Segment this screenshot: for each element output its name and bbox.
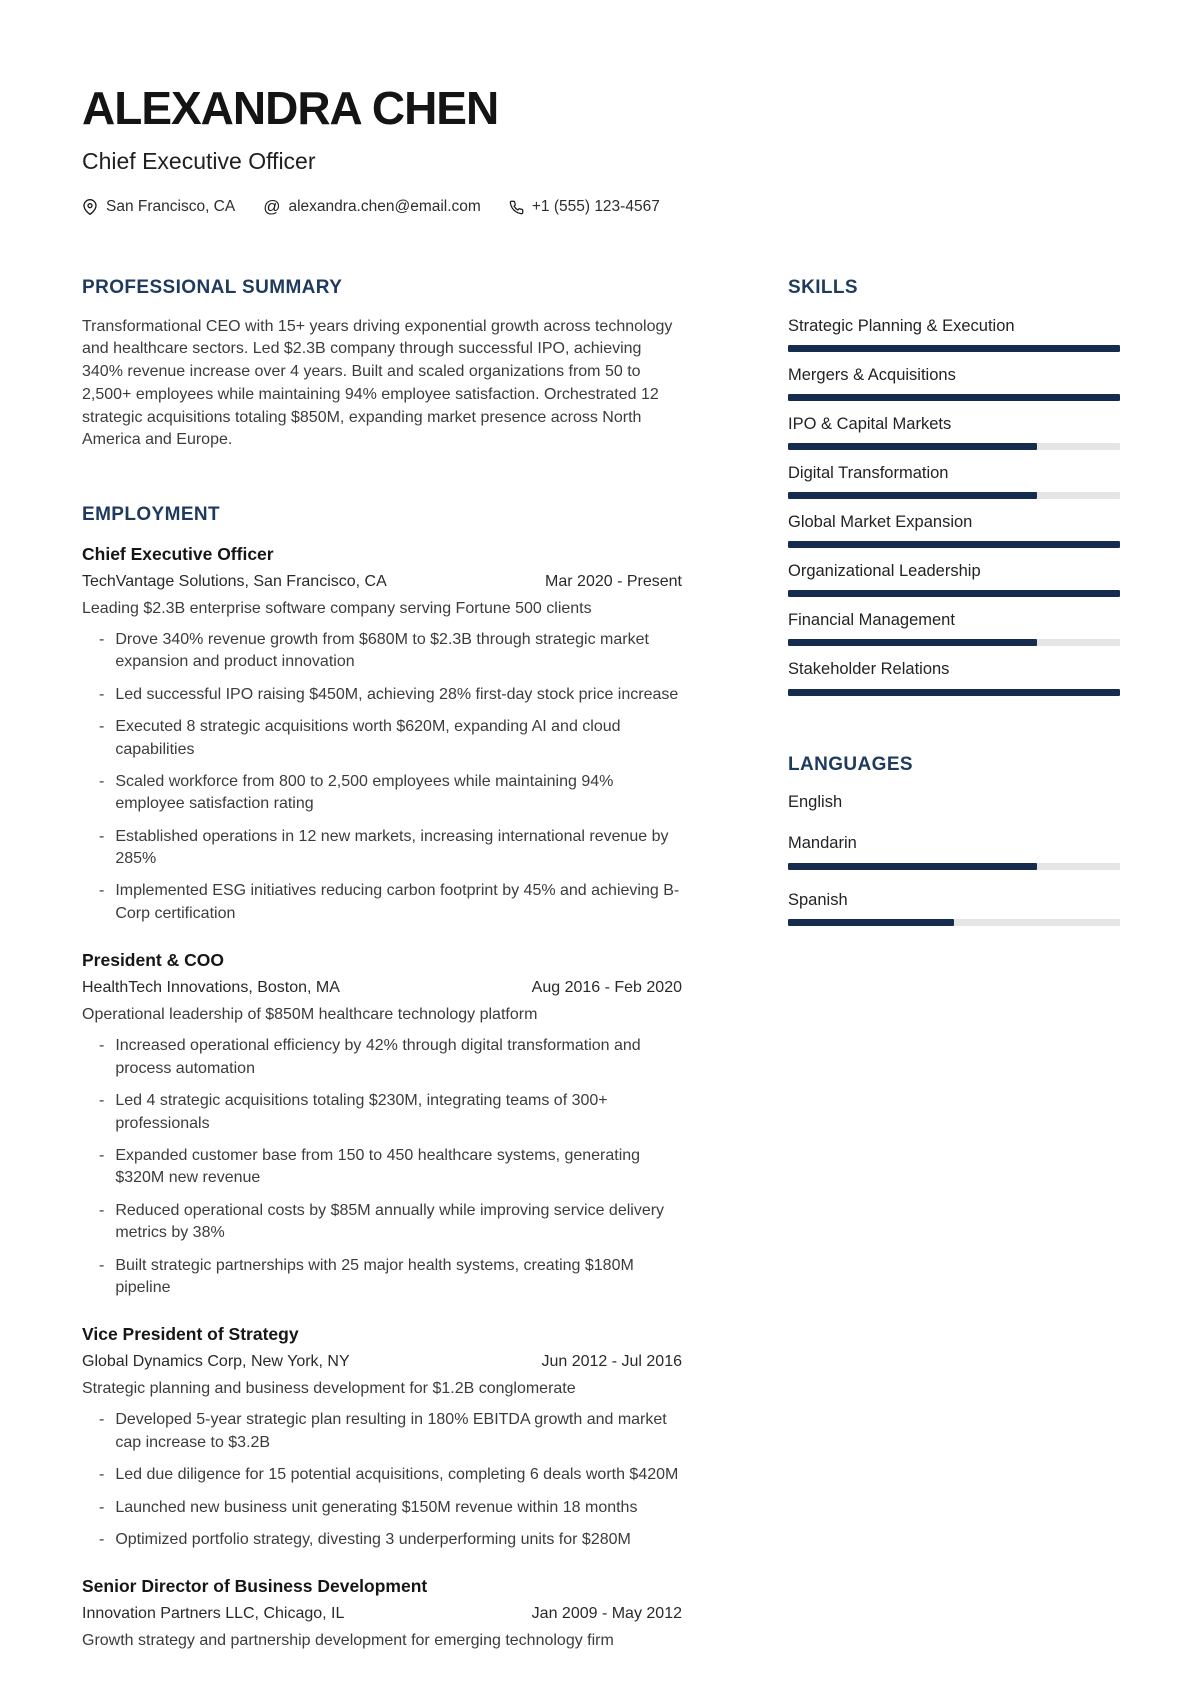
job-title: Chief Executive Officer [82,543,274,564]
bullet-text: Expanded customer base from 150 to 450 healthcare systems, generating $320M new revenue [115,1146,641,1187]
bullet-text: Led due diligence for 15 potential acquisitions, completing 6 deals worth $420M [115,1466,679,1484]
bullet-dash-marker: - [99,1530,105,1548]
skill-bar-track [788,345,1120,352]
contact-item [263,198,481,217]
skill-bar-track [788,541,1120,548]
job-bullet [82,826,682,871]
skill-item [788,659,1120,695]
job-company-row [82,573,682,591]
job-bullet [82,1464,682,1486]
language-bar-fill [788,863,1037,870]
language-bar-track [788,919,1120,926]
bullet-text: Led 4 strategic acquisitions totaling $230M, integrating teams of 300+ professionals [115,1092,608,1132]
skill-bar-track [788,443,1120,450]
bullet-dash-marker: - [99,1256,105,1274]
job-title: Senior Director of Business Development [82,1576,428,1597]
language-item [788,792,1120,813]
job-entry [82,1323,682,1551]
job-bullet [82,629,682,674]
job-company-row [82,979,682,997]
job-company: TechVantage Solutions, San Francisco, CA [82,572,387,590]
job-description: Growth strategy and partnership development for emerging technology firm [82,1632,614,1650]
skill-item [788,610,1120,646]
job-entry [82,1575,682,1652]
skill-item [788,561,1120,597]
skill-label: Stakeholder Relations [788,660,950,679]
skill-label: Mergers & Acquisitions [788,365,956,384]
summary-text: Transformational CEO with 15+ years driving exponential growth across technology and healthcare sectors. Led $2.3B company through successful IPO, achieving 340% revenue increase over 4 years. Built and scaled organizations from 50 to 2,500+ employees while maintaining 94% employee satisfaction. Orchestrated 12 strategic acquisitions totaling $850M, expanding market presence across North America and Europe. [82,317,673,449]
jobs-container [82,543,682,1653]
job-bullet [82,1200,682,1245]
bullet-dash-marker: - [99,630,105,648]
skill-label: Digital Transformation [788,464,949,483]
person-name: ALEXANDRA CHEN [82,82,499,134]
bullet-text: Established operations in 12 new markets, increasing international revenue by 285% [115,827,669,868]
skill-item [788,316,1120,352]
skill-item [788,463,1120,499]
job-description: Leading $2.3B enterprise software company serving Fortune 500 clients [82,599,592,617]
job-entry [82,543,682,925]
skill-bar-fill [788,345,1120,352]
at-sign-icon: @ [263,196,281,216]
employment-heading: EMPLOYMENT [82,504,221,525]
resume-body [82,277,1120,1653]
bullet-text: Launched new business unit generating $150M revenue within 18 months [115,1498,638,1516]
bullet-dash-marker: - [99,1201,105,1219]
bullet-dash-marker: - [99,1466,105,1484]
job-bullet [82,1497,682,1519]
job-dates: Jan 2009 - May 2012 [531,1605,682,1623]
job-dates: Jun 2012 - Jul 2016 [541,1353,682,1371]
job-description: Strategic planning and business development for $1.2B conglomerate [82,1380,576,1398]
job-bullet [82,1090,682,1135]
bullet-dash-marker: - [99,1037,105,1055]
location-pin-icon [82,199,98,215]
bullet-dash-marker: - [99,1092,105,1110]
job-title: President & COO [82,950,224,971]
bullet-text: Implemented ESG initiatives reducing carbon footprint by 45% and achieving B-Corp certification [115,882,680,922]
job-company: Global Dynamics Corp, New York, NY [82,1353,350,1371]
language-item [788,833,1120,869]
skill-bar-fill [788,689,1120,696]
bullet-text: Executed 8 strategic acquisitions worth $620M, expanding AI and cloud capabilities [115,718,621,758]
bullet-dash-marker: - [99,827,105,845]
contact-row [82,198,1120,217]
skill-bar-fill [788,639,1037,646]
job-title: Vice President of Strategy [82,1324,299,1345]
language-bar-fill [788,919,954,926]
job-bullet [82,771,682,816]
skill-label: IPO & Capital Markets [788,414,952,433]
job-bullet [82,1409,682,1454]
job-bullet [82,880,682,925]
skill-label: Financial Management [788,611,955,630]
skill-label: Global Market Expansion [788,513,973,532]
bullet-dash-marker: - [99,685,105,703]
skill-item [788,512,1120,548]
language-label: Mandarin [788,834,857,853]
bullet-text: Drove 340% revenue growth from $680M to $2.3B through strategic market expansion and product innovation [115,630,649,671]
contact-item [82,198,235,216]
job-bullet [82,1145,682,1190]
summary-heading: PROFESSIONAL SUMMARY [82,276,343,298]
skill-bar-fill [788,541,1120,548]
job-bullets [82,1035,682,1299]
main-column [82,277,682,1653]
skill-item [788,365,1120,401]
skills-heading: SKILLS [788,276,858,298]
job-description: Operational leadership of $850M healthcare technology platform [82,1005,538,1023]
bullet-text: Led successful IPO raising $450M, achieving 28% first-day stock price increase [115,685,679,703]
skill-bar-fill [788,492,1037,499]
skill-bar-fill [788,590,1120,597]
bullet-text: Scaled workforce from 800 to 2,500 employees while maintaining 94% employee satisfaction rating [115,772,614,813]
person-job-title: Chief Executive Officer [82,148,316,175]
skill-bar-track [788,492,1120,499]
skill-bar-track [788,639,1120,646]
bullet-text: Increased operational efficiency by 42% through digital transformation and process automation [115,1037,641,1077]
job-company-row [82,1353,682,1371]
contact-text: +1 (555) 123-4567 [531,198,660,216]
job-entry [82,949,682,1299]
languages-section [788,754,1120,926]
skill-item [788,414,1120,450]
skill-bar-fill [788,394,1120,401]
languages-heading: LANGUAGES [788,753,913,775]
job-bullets [82,1409,682,1551]
job-dates: Aug 2016 - Feb 2020 [531,978,682,996]
bullet-text: Developed 5-year strategic plan resulting in 180% EBITDA growth and market cap increase to $3.2B [115,1411,667,1451]
job-bullet [82,684,682,706]
skill-bar-track [788,394,1120,401]
job-bullet [82,1035,682,1080]
bullet-dash-marker: - [99,1411,105,1429]
bullet-dash-marker: - [99,1498,105,1516]
skills-list [788,316,1120,696]
language-label: Spanish [788,890,848,909]
job-dates: Mar 2020 - Present [545,572,682,590]
bullet-dash-marker: - [99,1146,105,1164]
job-bullet [82,1529,682,1551]
job-company: HealthTech Innovations, Boston, MA [82,978,340,996]
bullet-dash-marker: - [99,882,105,900]
job-bullet [82,716,682,761]
professional-summary-section [82,277,682,452]
contact-item [509,198,660,216]
bullet-text: Reduced operational costs by $85M annually while improving service delivery metrics by 38% [115,1201,665,1242]
resume-header [82,84,1120,217]
contact-text: alexandra.chen@email.com [288,198,481,216]
contact-text: San Francisco, CA [106,198,236,216]
skill-label: Organizational Leadership [788,562,981,581]
bullet-text: Optimized portfolio strategy, divesting 3 underperforming units for $280M [115,1530,631,1548]
employment-section [82,504,682,1653]
language-label: English [788,793,843,812]
bullet-text: Built strategic partnerships with 25 major health systems, creating $180M pipeline [115,1256,634,1296]
skill-bar-fill [788,443,1037,450]
language-item [788,890,1120,926]
bullet-dash-marker: - [99,718,105,736]
job-company: Innovation Partners LLC, Chicago, IL [82,1605,345,1623]
phone-icon [509,200,524,215]
skill-bar-track [788,689,1120,696]
skill-bar-track [788,590,1120,597]
skill-label: Strategic Planning & Execution [788,316,1015,335]
bullet-dash-marker: - [99,772,105,790]
job-company-row [82,1605,682,1623]
sidebar-column [788,277,1120,1653]
job-bullet [82,1255,682,1300]
skills-section [788,277,1120,696]
language-bar-track [788,863,1120,870]
languages-list [788,792,1120,925]
job-bullets [82,629,682,925]
